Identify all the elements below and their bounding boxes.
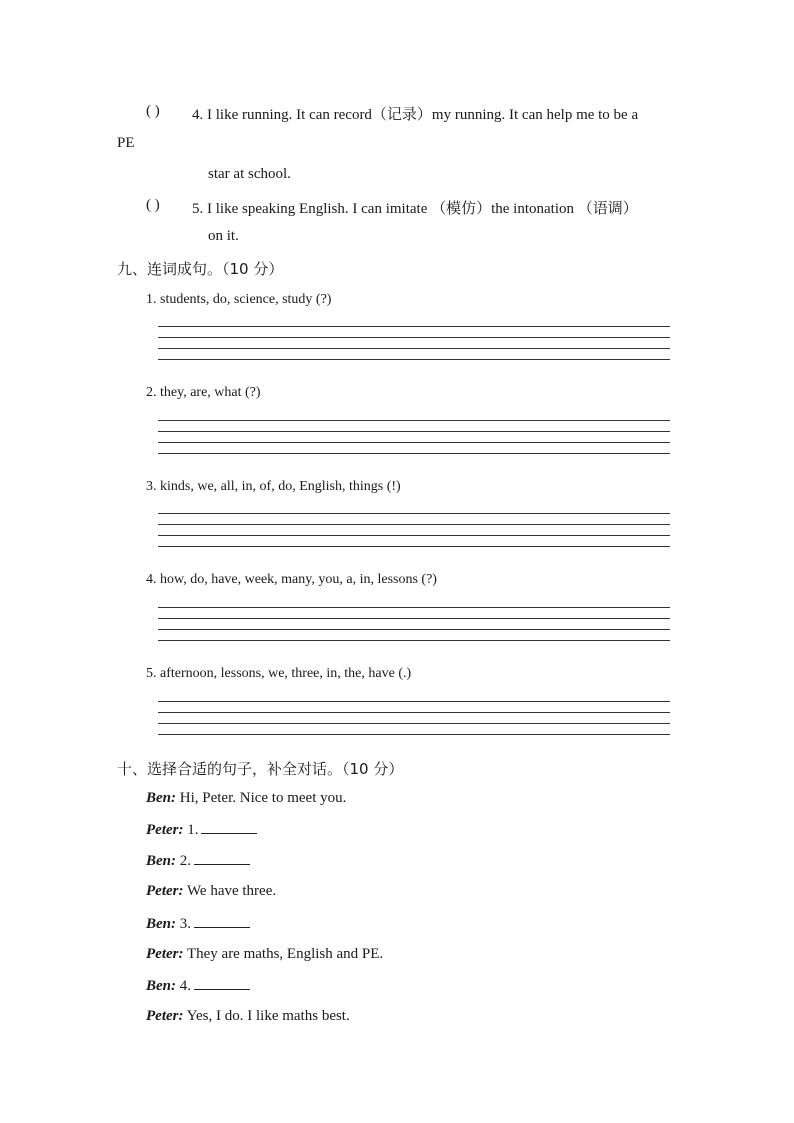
dialogue-line-4	[146, 883, 276, 900]
dialogue-text: Yes, I do. I like maths best.	[183, 1008, 350, 1024]
dialogue-line-3	[146, 852, 250, 870]
writing-line	[158, 535, 670, 536]
writing-line	[158, 348, 670, 349]
section9-item-2: 2. they, are, what (?)	[146, 385, 261, 400]
writing-line	[158, 524, 670, 525]
speaker: Ben:	[146, 853, 176, 869]
dialogue-line-8	[146, 1008, 350, 1025]
q4-text-line2: PE	[117, 135, 135, 151]
dialogue-text: 1.	[183, 822, 199, 838]
writing-line	[158, 453, 670, 454]
writing-line	[158, 640, 670, 641]
writing-line	[158, 607, 670, 608]
section9-item-3: 3. kinds, we, all, in, of, do, English, things (!)	[146, 479, 401, 494]
dialogue-text: 2.	[176, 853, 191, 869]
dialogue-line-7	[146, 977, 250, 995]
answer-blank[interactable]	[201, 821, 257, 834]
speaker: Peter:	[146, 883, 184, 899]
speaker: Ben:	[146, 978, 176, 994]
speaker: Ben:	[146, 790, 176, 806]
dialogue-line-5	[146, 915, 250, 933]
writing-line	[158, 618, 670, 619]
dialogue-text: They are maths, English and PE.	[183, 946, 384, 962]
q5-text-line1: 5. I like speaking English. I can imitate （模仿）the intonation （语调）	[192, 201, 638, 217]
answer-blank[interactable]	[194, 852, 250, 865]
speaker: Ben:	[146, 916, 176, 932]
writing-line	[158, 734, 670, 735]
writing-line	[158, 546, 670, 547]
section9-title: 九、连词成句。（10 分）	[117, 260, 284, 278]
writing-line	[158, 629, 670, 630]
writing-line	[158, 442, 670, 443]
writing-line	[158, 420, 670, 421]
section10-title: 十、选择合适的句子，补全对话。（10 分）	[117, 760, 404, 778]
speaker: Peter:	[146, 822, 184, 838]
writing-line	[158, 359, 670, 360]
writing-line	[158, 701, 670, 702]
section9-item-4: 4. how, do, have, week, many, you, a, in, lessons (?)	[146, 572, 437, 587]
q5-answer-paren[interactable]: ( )	[146, 197, 160, 213]
q4-text-line1: 4. I like running. It can record（记录）my running. It can help me to be a	[192, 107, 639, 123]
q4-text-line3: star at school.	[208, 166, 291, 182]
q5-text-line2: on it.	[208, 228, 239, 244]
dialogue-text: Hi, Peter. Nice to meet you.	[176, 790, 347, 806]
speaker: Peter:	[146, 1008, 184, 1024]
answer-blank[interactable]	[194, 915, 250, 928]
writing-line	[158, 712, 670, 713]
speaker: Peter:	[146, 946, 184, 962]
dialogue-text: 3.	[176, 916, 191, 932]
section9-item-1: 1. students, do, science, study (?)	[146, 292, 332, 307]
dialogue-line-6	[146, 946, 383, 963]
dialogue-line-2	[146, 821, 257, 839]
writing-line	[158, 513, 670, 514]
q4-answer-paren[interactable]: ( )	[146, 103, 160, 119]
answer-blank[interactable]	[194, 977, 250, 990]
writing-line	[158, 337, 670, 338]
writing-line	[158, 326, 670, 327]
section9-item-5: 5. afternoon, lessons, we, three, in, the, have (.)	[146, 666, 412, 681]
writing-line	[158, 723, 670, 724]
dialogue-line-1	[146, 790, 346, 807]
writing-line	[158, 431, 670, 432]
dialogue-text: We have three.	[183, 883, 277, 899]
dialogue-text: 4.	[176, 978, 191, 994]
